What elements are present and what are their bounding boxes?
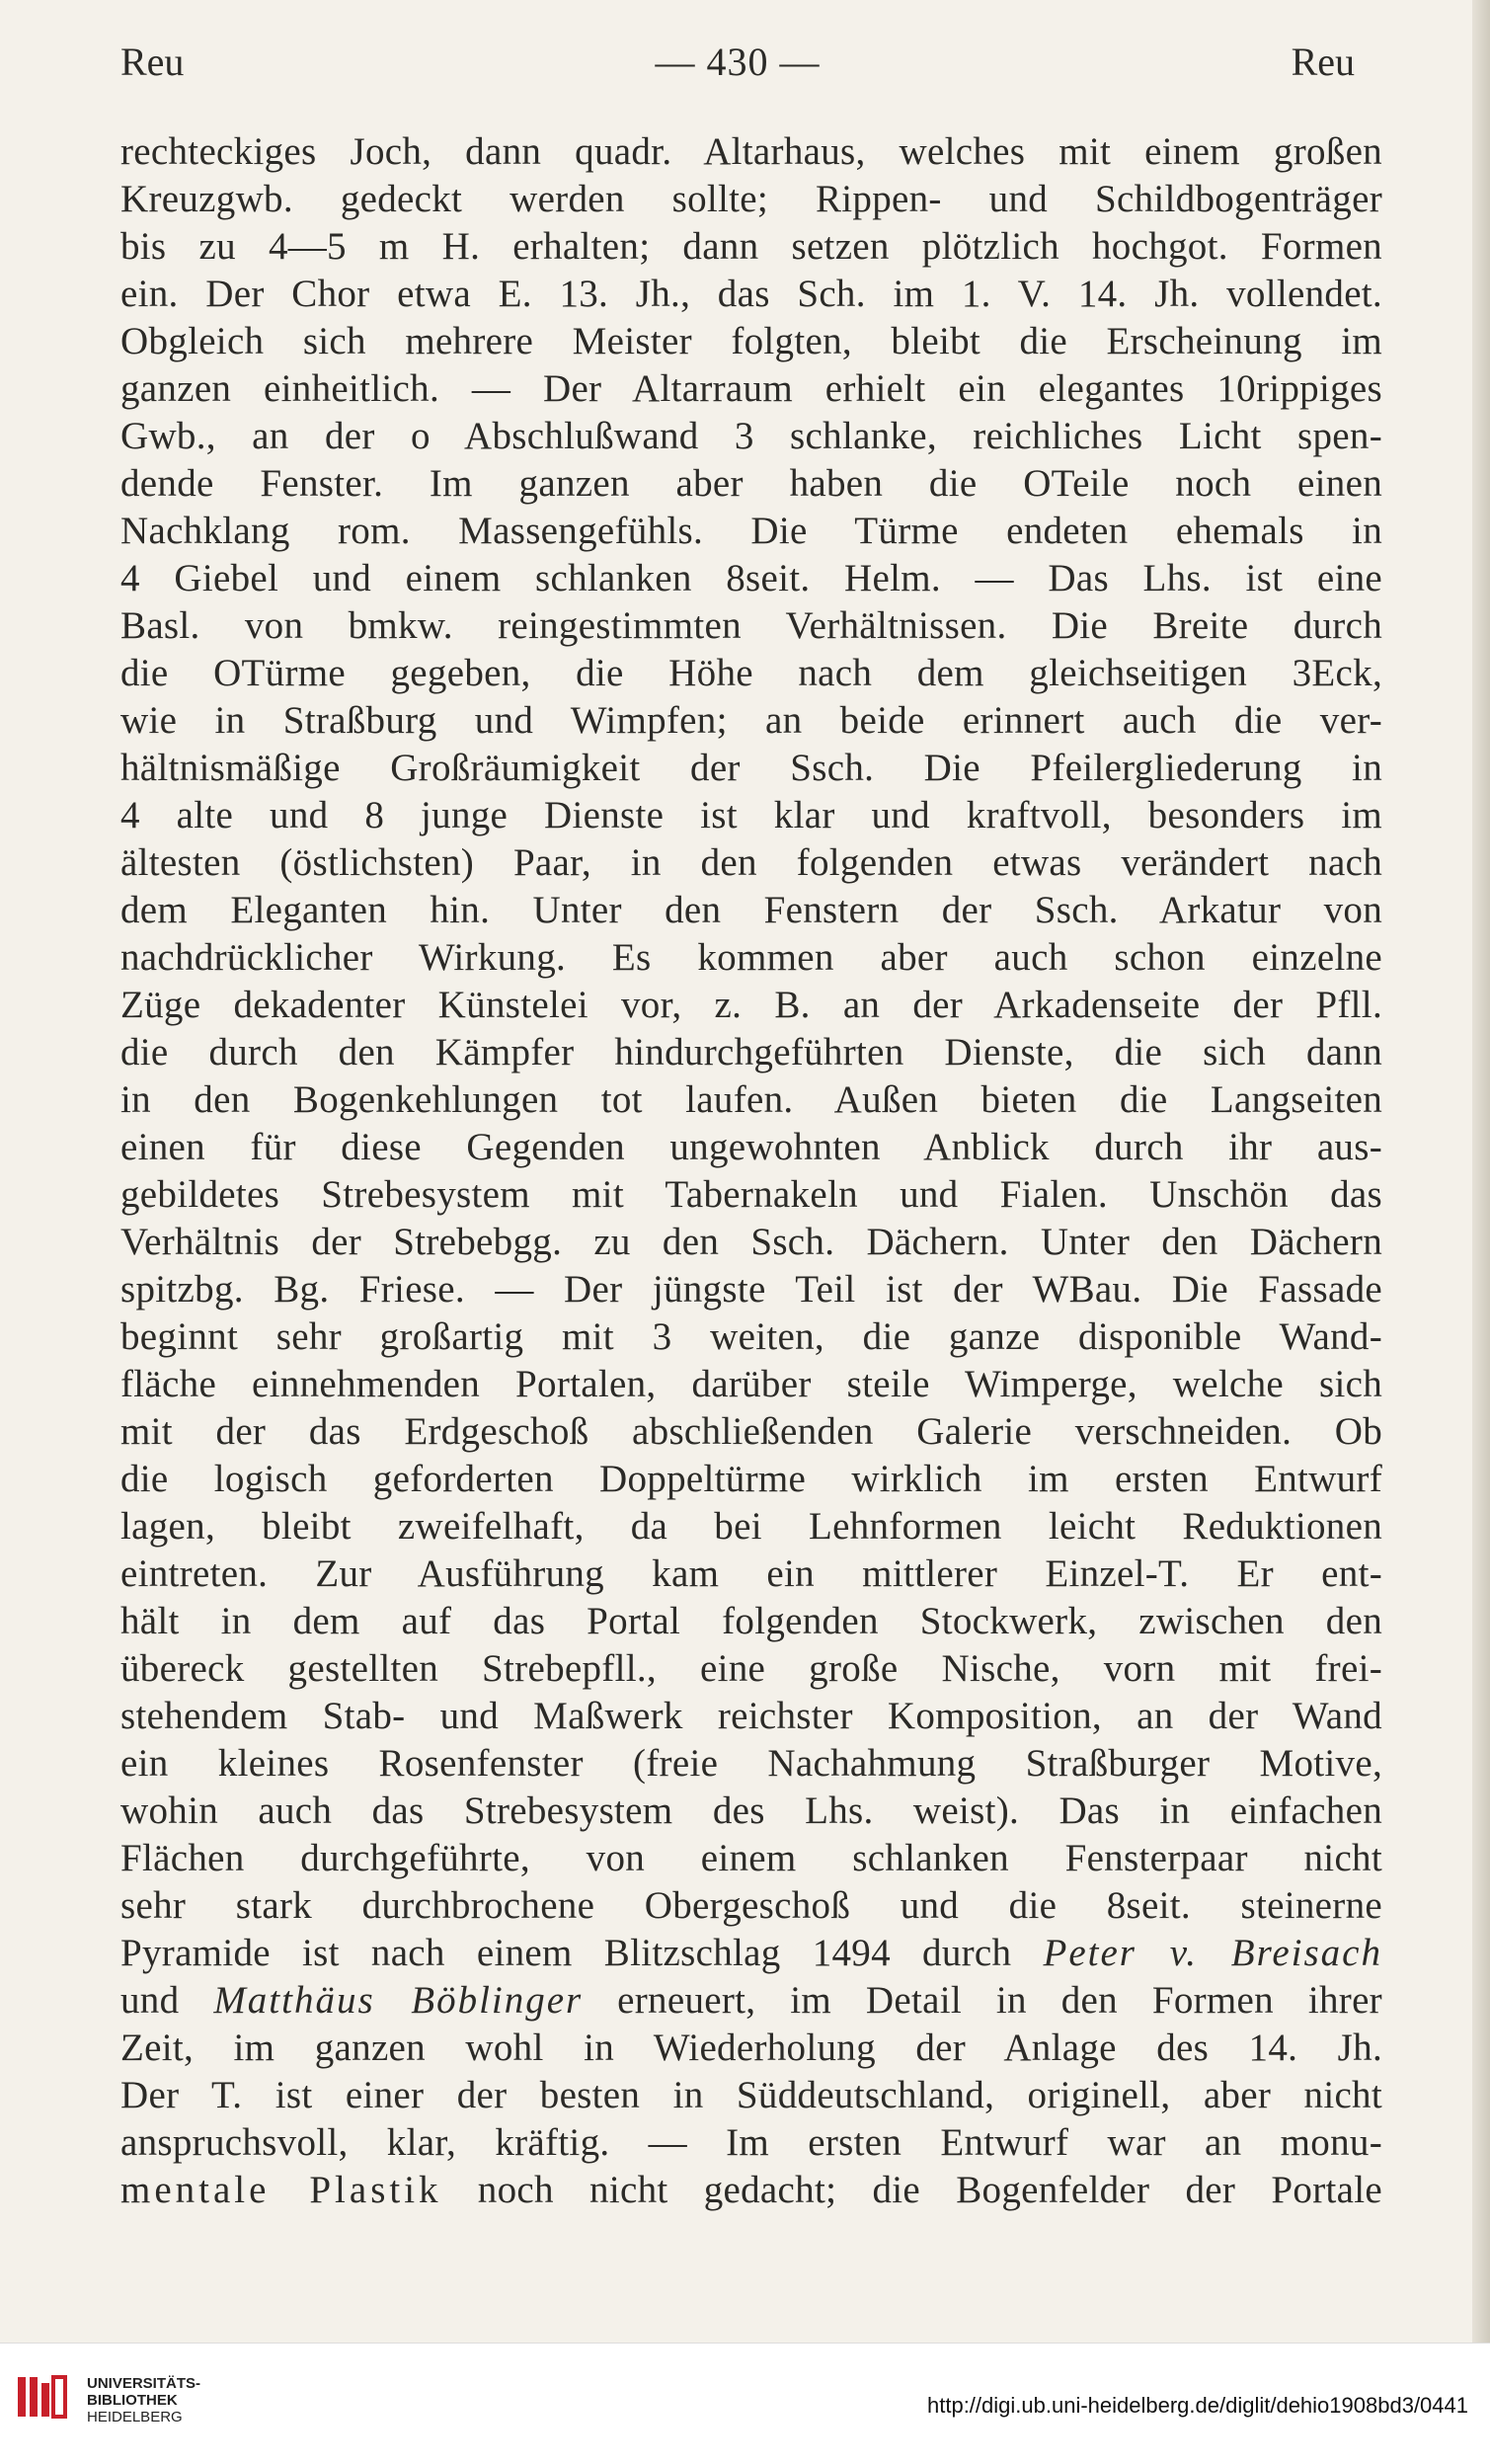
line-39-text: Pyramide ist nach einem Blitzschlag 1494 durch xyxy=(120,1932,1012,1974)
text-line-8: dende Fenster. Im ganzen aber haben die OTeile noch einen xyxy=(120,462,1382,505)
digitization-footer xyxy=(0,2343,1490,2464)
text-line-21: in den Bogenkehlungen tot laufen. Außen bieten die Langseiten xyxy=(120,1078,1382,1121)
text-line-28: mit der das Erdgeschoß abschließenden Galerie verschneiden. Ob xyxy=(120,1410,1382,1453)
text-line-19: Züge dekadenter Künstelei vor, z. B. an der Arkadenseite der Pfll. xyxy=(120,984,1382,1026)
text-line-1: rechteckiges Joch, dann quadr. Altarhaus, welches mit einem großen xyxy=(120,130,1382,173)
text-line-22: einen für diese Gegenden ungewohnten Anblick durch ihr aus- xyxy=(120,1126,1382,1168)
text-line-16: ältesten (östlichsten) Paar, in den folgenden etwas verändert nach xyxy=(120,841,1382,884)
text-line-23: gebildetes Strebesystem mit Tabernakeln und Fialen. Unschön das xyxy=(120,1173,1382,1216)
text-line-39 xyxy=(120,1930,1382,1977)
text-line-9: Nachklang rom. Massengefühls. Die Türme endeten ehemals in xyxy=(120,510,1382,552)
text-line-12: die OTürme gegeben, die Höhe nach dem gleichseitigen 3Eck, xyxy=(120,652,1382,694)
page-edge xyxy=(1472,0,1490,2343)
text-line-13: wie in Straßburg und Wimpfen; an beide erinnert auch die ver- xyxy=(120,699,1382,742)
line-40-text-end: erneuert, im Detail in den Formen ihrer xyxy=(617,1979,1382,2022)
running-head xyxy=(120,38,1355,87)
text-line-5: Obgleich sich mehrere Meister folgten, bleibt die Erscheinung im xyxy=(120,320,1382,362)
artist-name: Matthäus Böblinger xyxy=(213,1979,584,2022)
text-line-4: ein. Der Chor etwa E. 13. Jh., das Sch. im 1. V. 14. Jh. vollendet. xyxy=(120,273,1382,315)
text-line-30: lagen, bleibt zweifelhaft, da bei Lehnformen leicht Reduktionen xyxy=(120,1505,1382,1548)
text-line-6: ganzen einheitlich. — Der Altarraum erhielt ein elegantes 10rippiges xyxy=(120,367,1382,410)
line-44-text-end: noch nicht gedacht; die Bogenfelder der Portale xyxy=(477,2169,1382,2211)
text-line-11: Basl. von bmkw. reingestimmten Verhältnissen. Die Breite durch xyxy=(120,604,1382,647)
line-40-text-start: und xyxy=(120,1979,180,2022)
text-line-17: dem Eleganten hin. Unter den Fenstern der Ssch. Arkatur von xyxy=(120,889,1382,931)
source-url-link[interactable]: http://digi.ub.uni-heidelberg.de/diglit/dehio1908bd3/0441 xyxy=(927,2393,1468,2418)
text-line-31: eintreten. Zur Ausführung kam ein mittlerer Einzel-T. Er ent- xyxy=(120,1552,1382,1595)
text-line-38: sehr stark durchbrochene Obergeschoß und die 8seit. steinerne xyxy=(120,1884,1382,1927)
text-line-40 xyxy=(120,1977,1382,2025)
artist-name: Peter v. Breisach xyxy=(1043,1932,1382,1974)
library-name xyxy=(87,2375,200,2425)
library-name-line-1: UNIVERSITÄTS- xyxy=(87,2375,201,2392)
text-line-42: Der T. ist einer der besten in Süddeutschland, originell, aber nicht xyxy=(120,2074,1382,2116)
running-head-right: Reu xyxy=(1291,40,1355,84)
text-line-37: Flächen durchgeführte, von einem schlanken Fensterpaar nicht xyxy=(120,1837,1382,1879)
text-line-24: Verhältnis der Strebebgg. zu den Ssch. Dächern. Unter den Dächern xyxy=(120,1221,1382,1263)
page-number: — 430 — xyxy=(655,40,821,84)
text-line-34: stehendem Stab- und Maßwerk reichster Komposition, an der Wand xyxy=(120,1695,1382,1737)
text-line-33: übereck gestellten Strebepfll., eine große Nische, vorn mit frei- xyxy=(120,1647,1382,1690)
text-line-7: Gwb., an der o Abschlußwand 3 schlanke, reichliches Licht spen- xyxy=(120,415,1382,457)
text-line-36: wohin auch das Strebesystem des Lhs. weist). Das in einfachen xyxy=(120,1789,1382,1832)
text-line-10: 4 Giebel und einem schlanken 8seit. Helm. — Das Lhs. ist eine xyxy=(120,557,1382,599)
text-line-14: hältnismäßige Großräumigkeit der Ssch. Die Pfeilergliederung in xyxy=(120,747,1382,789)
text-line-26: beginnt sehr großartig mit 3 weiten, die ganze disponible Wand- xyxy=(120,1315,1382,1358)
text-line-15: 4 alte und 8 junge Dienste ist klar und kraftvoll, besonders im xyxy=(120,794,1382,836)
text-line-35: ein kleines Rosenfenster (freie Nachahmung Straßburger Motive, xyxy=(120,1742,1382,1785)
text-line-32: hält in dem auf das Portal folgenden Stockwerk, zwischen den xyxy=(120,1600,1382,1642)
text-line-20: die durch den Kämpfer hindurchgeführten Dienste, die sich dann xyxy=(120,1031,1382,1073)
text-line-41: Zeit, im ganzen wohl in Wiederholung der Anlage des 14. Jh. xyxy=(120,2027,1382,2069)
body-text xyxy=(120,128,1382,2214)
spaced-text: mentale Plastik xyxy=(120,2169,442,2211)
text-line-18: nachdrücklicher Wirkung. Es kommen aber auch schon einzelne xyxy=(120,936,1382,979)
running-head-left: Reu xyxy=(120,40,185,84)
body-lines xyxy=(120,128,1382,1930)
text-line-25: spitzbg. Bg. Friese. — Der jüngste Teil ist der WBau. Die Fassade xyxy=(120,1268,1382,1311)
library-name-line-3: HEIDELBERG xyxy=(87,2409,183,2425)
text-line-29: die logisch geforderten Doppeltürme wirklich im ersten Entwurf xyxy=(120,1458,1382,1500)
text-line-43: anspruchsvoll, klar, kräftig. — Im ersten Entwurf war an monu- xyxy=(120,2121,1382,2164)
tail-lines xyxy=(120,2025,1382,2167)
text-line-44 xyxy=(120,2167,1382,2214)
text-line-2: Kreuzgwb. gedeckt werden sollte; Rippen- und Schildbogenträger xyxy=(120,178,1382,220)
text-line-3: bis zu 4—5 m H. erhalten; dann setzen plötzlich hochgot. Formen xyxy=(120,225,1382,268)
library-name-line-2: BIBLIOTHEK xyxy=(87,2392,178,2409)
text-line-27: fläche einnehmenden Portalen, darüber steile Wimperge, welche sich xyxy=(120,1363,1382,1405)
university-library-logo-icon xyxy=(14,2369,69,2424)
